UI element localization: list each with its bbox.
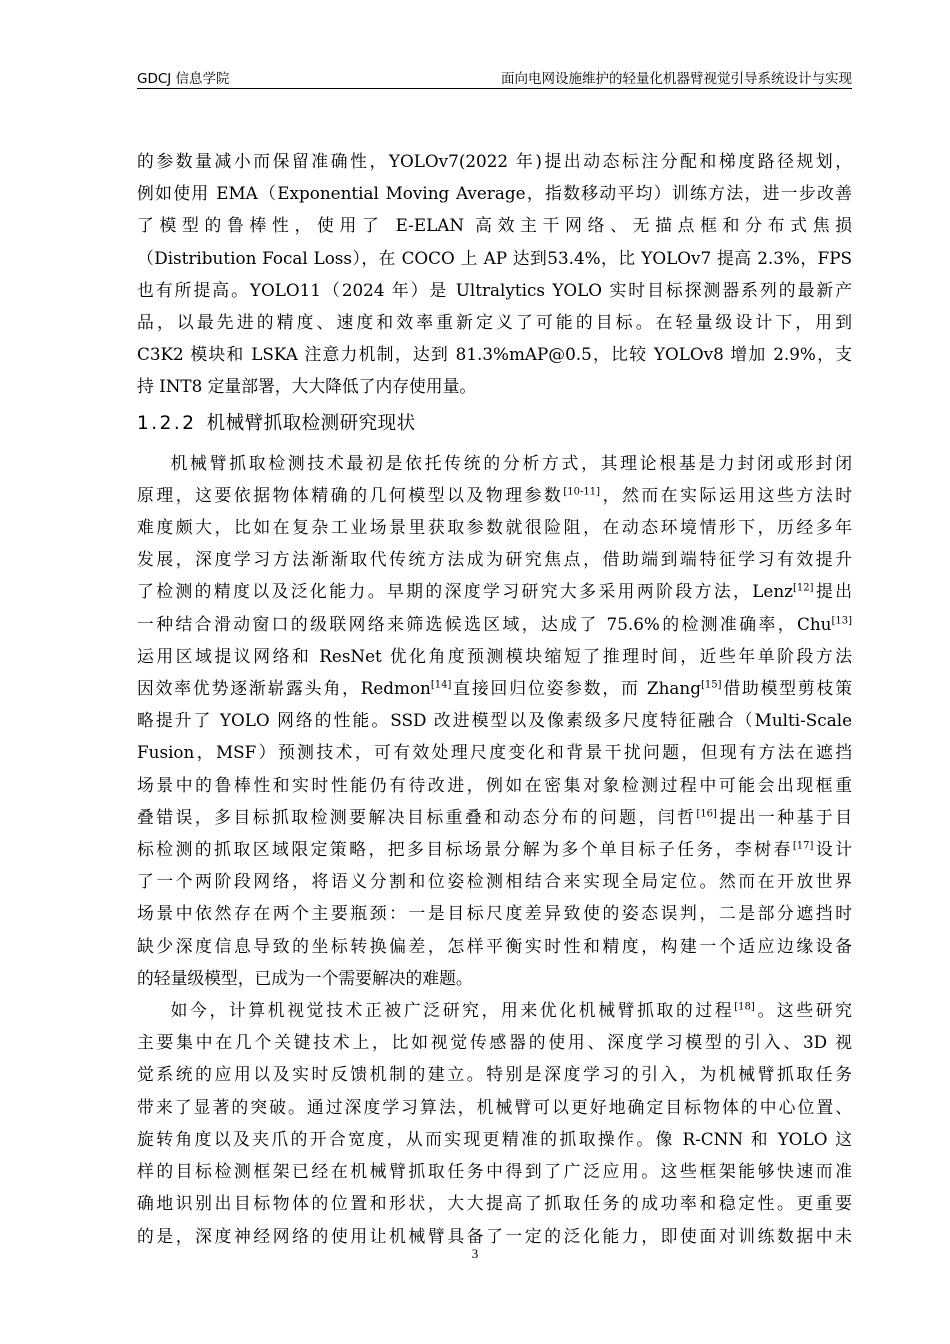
citation: [17] <box>792 840 814 852</box>
page-body <box>137 145 852 1252</box>
text-line: 略提升了 YOLO 网络的性能。SSD 改进模型以及像素级多尺度特征融合（Multi-Scale <box>137 710 852 731</box>
text-segment: 设计 <box>813 839 852 860</box>
text-line <box>137 608 852 640</box>
text-line: 的轻量级模型，已成为一个需要解决的难题。 <box>137 967 473 988</box>
text-line: 运用区域提议网络和 ResNet 优化角度预测模块缩短了推理时间，近些年单阶段方法 <box>137 645 852 666</box>
text-line <box>137 672 852 704</box>
text-segment: ，然而在实际运用这些方法时 <box>600 484 852 505</box>
text-line: 旋转角度以及夹爪的开合宽度，从而实现更精准的抓取操作。像 R-CNN 和 YOLO 这 <box>137 1128 852 1149</box>
text-segment: 因效率优势逐渐崭露头角，Redmon <box>137 678 431 699</box>
text-line: 例如使用 EMA（Exponential Moving Average，指数移动平均）训练方法，进一步改善 <box>137 183 852 204</box>
text-line: 难度颇大，比如在复杂工业场景里获取参数就很险阻，在动态环境情形下，历经多年 <box>137 517 852 538</box>
text-segment: 直接回归位姿参数，而 Zhang <box>451 678 701 699</box>
text-segment: 借助模型剪枝策 <box>721 678 852 699</box>
text-line: （Distribution Focal Loss），在 COCO 上 AP 达到53.4%，比 YOLOv7 提高 2.3%，FPS <box>137 247 852 268</box>
section-heading <box>137 407 852 441</box>
header-thesis-title: 面向电网设施维护的轻量化机器臂视觉引导系统设计与实现 <box>501 71 852 87</box>
text-segment: 如今，计算机视觉技术正被广泛研究，用来优化机械臂抓取的过程 <box>170 1000 735 1021</box>
text-segment: 提出一种基于目 <box>716 806 852 827</box>
text-segment: 一种结合滑动窗口的级联网络来筛选候选区域，达成了 75.6%的检测准确率，Chu <box>137 613 832 634</box>
text-line: 样的目标检测框架已经在机械臂抓取任务中得到了广泛应用。这些框架能够快速而准 <box>137 1161 852 1182</box>
text-line <box>137 575 852 607</box>
text-segment: 提出 <box>813 581 852 602</box>
citation: [10-11] <box>563 486 601 498</box>
paragraph-grasp-detection <box>137 447 852 994</box>
text-line: 确地识别出目标物体的位置和形状，大大提高了抓取任务的成功率和稳定性。更重要 <box>137 1193 852 1214</box>
header-institution: GDCJ 信息学院 <box>137 71 230 87</box>
paragraph-computer-vision <box>137 994 852 1252</box>
text-line: 了一个两阶段网络，将语义分割和位姿检测相结合来实现全局定位。然而在开放世界 <box>137 871 852 892</box>
section-number: 1.2.2 <box>137 412 197 434</box>
running-header <box>137 62 852 89</box>
text-line: C3K2 模块和 LSKA 注意力机制，达到 81.3%mAP@0.5，比较 YOLOv8 增加 2.9%，支 <box>137 344 852 365</box>
text-segment: 。这些研究 <box>754 1000 852 1021</box>
citation: [15] <box>700 679 722 691</box>
text-line: Fusion，MSF）预测技术，可有效处理尺度变化和背景干扰问题，但现有方法在遮挡 <box>137 742 852 763</box>
section-title: 机械臂抓取检测研究现状 <box>206 412 416 434</box>
page-number: 3 <box>471 1246 479 1261</box>
text-line: 也有所提高。YOLO11（2024 年）是 Ultralytics YOLO 实时目标探测器系列的最新产 <box>137 279 852 300</box>
text-line <box>137 833 852 865</box>
text-line <box>137 479 852 511</box>
text-line: 主要集中在几个关键技术上，比如视觉传感器的使用、深度学习模型的引入、3D 视 <box>137 1032 852 1053</box>
text-line: 带来了显著的突破。通过深度学习算法，机械臂可以更好地确定目标物体的中心位置、 <box>137 1096 852 1117</box>
citation: [12] <box>793 582 814 594</box>
text-line: 机械臂抓取检测技术最初是依托传统的分析方式，其理论根基是力封闭或形封闭 <box>170 452 852 473</box>
paragraph-yolo-evolution <box>137 145 852 403</box>
text-segment: 原理，这要依据物体精确的几何模型以及物理参数 <box>137 484 564 505</box>
citation: [13] <box>831 615 852 627</box>
text-line: 品，以最先进的精度、速度和效率重新定义了可能的目标。在轻量级设计下，用到 <box>137 312 852 333</box>
text-line <box>137 801 852 833</box>
text-line: 的是，深度神经网络的使用让机械臂具备了一定的泛化能力，即使面对训练数据中未 <box>137 1225 852 1246</box>
citation: [16] <box>696 808 717 820</box>
text-line: 场景中的鲁棒性和实时性能仍有待改进，例如在密集对象检测过程中可能会出现框重 <box>137 774 852 795</box>
text-line: 了模型的鲁棒性，使用了 E-ELAN 高效主干网络、无描点框和分布式焦损 <box>137 215 852 236</box>
text-segment: 了检测的精度以及泛化能力。早期的深度学习研究大多采用两阶段方法，Lenz <box>137 581 793 602</box>
text-line: 发展，深度学习方法渐渐取代传统方法成为研究焦点，借助端到端特征学习有效提升 <box>137 549 852 570</box>
text-line: 场景中依然存在两个主要瓶颈：一是目标尺度差异致使的姿态误判，二是部分遮挡时 <box>137 903 852 924</box>
text-line: 觉系统的应用以及实时反馈机制的建立。特别是深度学习的引入，为机械臂抓取任务 <box>137 1064 852 1085</box>
text-line <box>137 994 852 1026</box>
text-line: 的参数量减小而保留准确性，YOLOv7(2022 年)提出动态标注分配和梯度路径规划， <box>137 151 852 171</box>
citation: [18] <box>734 1001 755 1013</box>
text-segment: 标检测的抓取区域限定策略，把多目标场景分解为多个单目标子任务，李树春 <box>137 839 793 860</box>
citation: [14] <box>430 679 452 691</box>
text-line: 持 INT8 定量部署，大大降低了内存使用量。 <box>137 376 477 397</box>
text-line: 缺少深度信息导致的坐标转换偏差，怎样平衡实时性和精度，构建一个适应边缘设备 <box>137 935 852 956</box>
text-segment: 叠错误，多目标抓取检测要解决目标重叠和动态分布的问题，闫哲 <box>137 806 697 827</box>
